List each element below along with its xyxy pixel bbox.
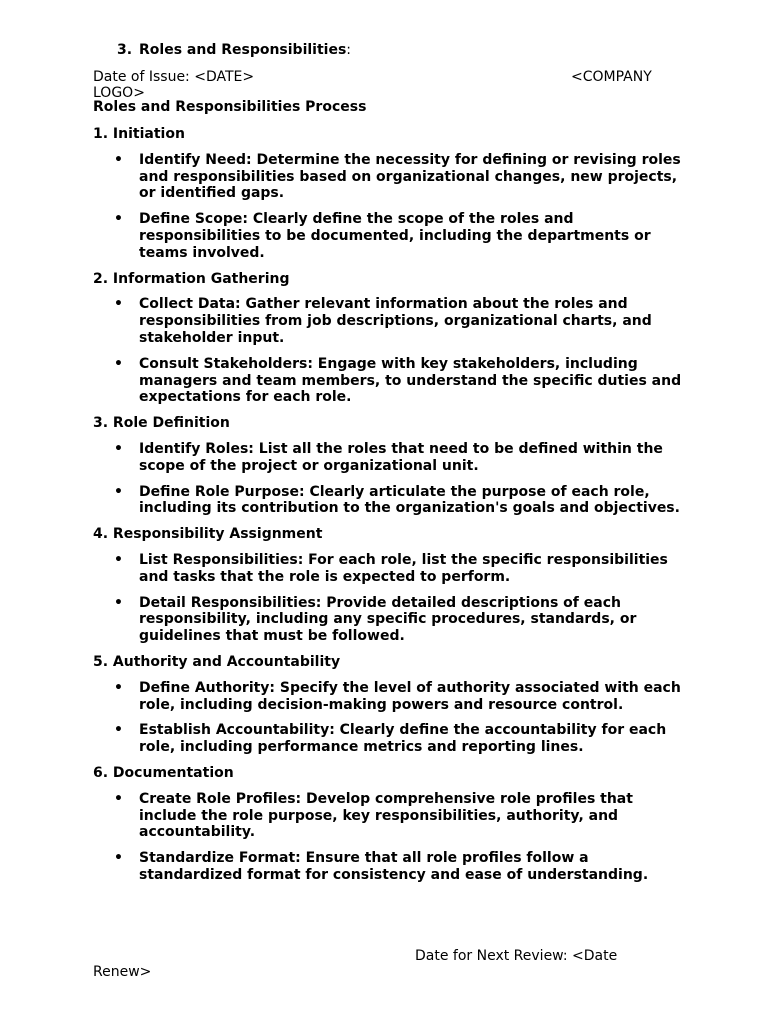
process-section-title: 6. Documentation <box>93 764 234 781</box>
list-item <box>93 722 683 756</box>
process-sections <box>93 126 683 893</box>
bullet-icon: • <box>114 151 123 168</box>
section-number: 3. <box>117 42 133 58</box>
process-section-title: 4. Responsibility Assignment <box>93 526 323 543</box>
section-title: Roles and Responsibilities <box>139 42 347 58</box>
list-item <box>93 211 683 261</box>
bullet-list <box>93 680 683 756</box>
process-section <box>93 271 683 407</box>
date-of-issue: Date of Issue: <DATE> <box>93 69 255 85</box>
list-item <box>93 356 683 406</box>
list-item-text: Collect Data: Gather relevant information about the roles and responsibilities from job descriptions, organizational charts, and stakeholder input. <box>139 296 652 346</box>
list-item <box>93 296 683 346</box>
list-item-text: Identify Roles: List all the roles that need to be defined within the scope of the project or organizational unit. <box>139 440 663 474</box>
bullet-icon: • <box>114 440 123 457</box>
list-item-text: Consult Stakeholders: Engage with key stakeholders, including managers and team members, to understand the specific duties and expectations for each role. <box>139 355 682 406</box>
next-review-label: Date for Next Review: <Date <box>415 948 618 964</box>
bullet-list <box>93 791 683 884</box>
process-section-title: 2. Information Gathering <box>93 270 290 287</box>
bullet-icon: • <box>114 296 123 313</box>
list-item <box>93 552 683 586</box>
next-review-continued: Renew> <box>93 964 152 980</box>
list-item-text: Establish Accountability: Clearly define the accountability for each role, including performance metrics and reporting lines. <box>139 722 667 756</box>
process-section <box>93 765 683 884</box>
list-item <box>93 152 683 202</box>
list-item-text: List Responsibilities: For each role, list the specific responsibilities and tasks that the role is expected to perform. <box>139 551 668 585</box>
issue-row <box>93 69 673 86</box>
list-item-text: Detail Responsibilities: Provide detailed descriptions of each responsibility, including any specific procedures, standards, or guidelines that must be followed. <box>139 594 637 645</box>
list-item-text: Identify Need: Determine the necessity for defining or revising roles and responsibilities based on organizational changes, new projects, or identified gaps. <box>139 151 681 202</box>
company-logo-placeholder-continued: LOGO> <box>93 85 145 101</box>
bullet-list <box>93 296 683 406</box>
list-item-text: Standardize Format: Ensure that all role profiles follow a standardized format for consistency and ease of understanding. <box>139 850 649 883</box>
bullet-icon: • <box>114 594 123 611</box>
process-title: Roles and Responsibilities Process <box>93 99 367 115</box>
bullet-icon: • <box>114 483 123 500</box>
list-item-text: Define Authority: Specify the level of authority associated with each role, including decision-making powers and resource control. <box>139 679 681 713</box>
bullet-icon: • <box>114 211 123 228</box>
bullet-icon: • <box>114 790 123 807</box>
section-heading <box>117 42 351 59</box>
process-section <box>93 126 683 262</box>
section-colon: : <box>346 42 352 58</box>
list-item <box>93 595 683 645</box>
company-logo-placeholder: <COMPANY <box>571 69 652 85</box>
list-item <box>93 850 683 884</box>
list-item <box>93 680 683 714</box>
list-item <box>93 791 683 841</box>
process-section <box>93 415 683 517</box>
bullet-icon: • <box>114 850 123 867</box>
bullet-list <box>93 441 683 517</box>
list-item-text: Define Scope: Clearly define the scope of the roles and responsibilities to be documented, including the departments or teams involved. <box>139 211 651 261</box>
process-section <box>93 654 683 756</box>
process-section <box>93 526 683 645</box>
list-item <box>93 484 683 518</box>
list-item-text: Create Role Profiles: Develop comprehensive role profiles that include the role purpose, key responsibilities, authority, and accountability. <box>139 790 633 841</box>
process-section-title: 3. Role Definition <box>93 415 230 432</box>
bullet-list <box>93 152 683 262</box>
process-section-title: 5. Authority and Accountability <box>93 653 341 670</box>
bullet-icon: • <box>114 722 123 739</box>
list-item-text: Define Role Purpose: Clearly articulate the purpose of each role, including its contribution to the organization's goals and objectives. <box>139 483 680 517</box>
list-item <box>93 441 683 475</box>
bullet-icon: • <box>114 355 123 372</box>
bullet-icon: • <box>114 551 123 568</box>
bullet-icon: • <box>114 679 123 696</box>
process-section-title: 1. Initiation <box>93 126 185 142</box>
bullet-list <box>93 552 683 645</box>
